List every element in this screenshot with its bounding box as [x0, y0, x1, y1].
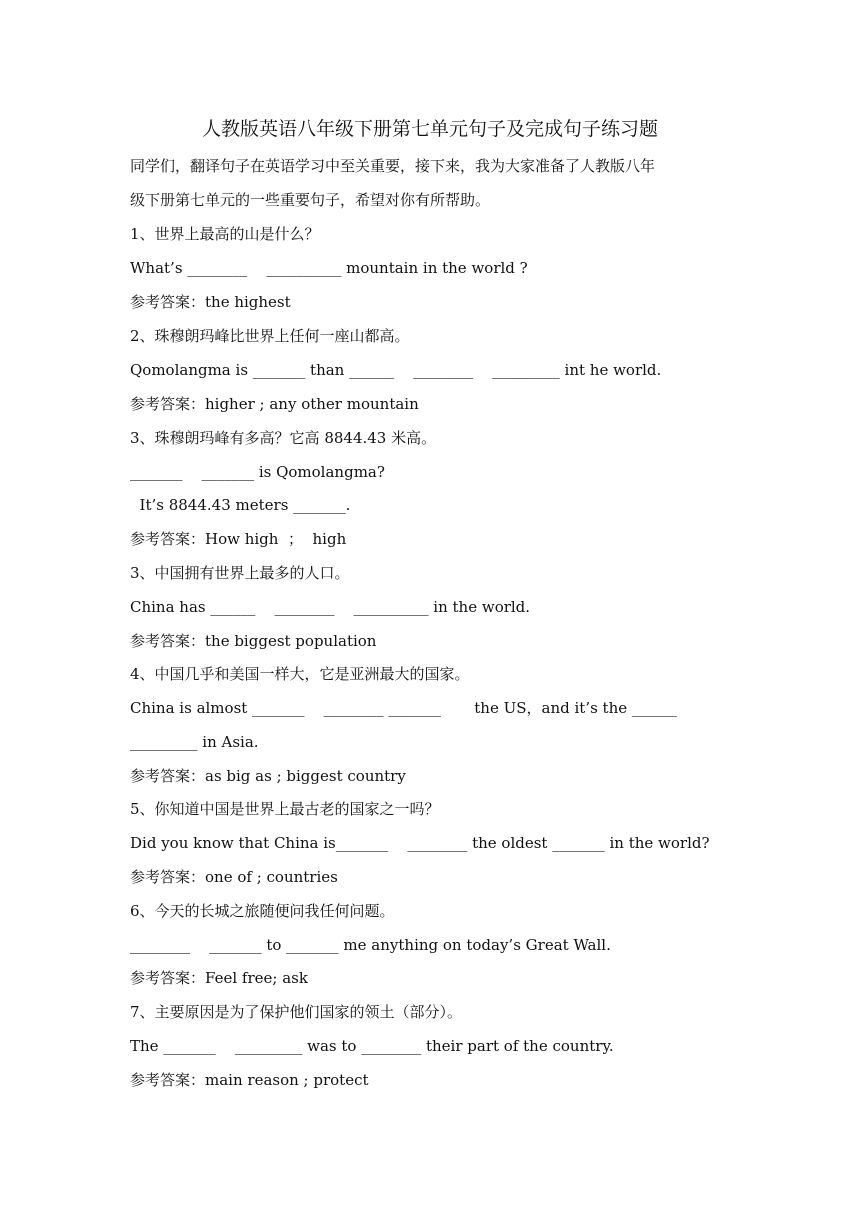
question-6-chinese: 6、今天的长城之旅随便问我任何问题。 — [130, 902, 395, 920]
question-7-chinese: 7、主要原因是为了保护他们国家的领土（部分）。 — [130, 1003, 463, 1021]
question-3b-english: China has ______ ________ __________ in the world. — [130, 598, 531, 616]
question-3a-english-1: _______ _______ is Qomolangma? — [130, 463, 385, 481]
question-2-chinese: 2、珠穆朗玛峰比世界上任何一座山都高。 — [130, 327, 410, 345]
question-6-answer: 参考答案：Feel free; ask — [130, 969, 308, 987]
question-2-answer: 参考答案：higher ; any other mountain — [130, 395, 419, 413]
question-1-answer: 参考答案：the highest — [130, 293, 291, 311]
question-4-english-2: _________ in Asia. — [130, 733, 259, 751]
question-1-english: What’s ________ __________ mountain in the world ? — [130, 259, 528, 277]
question-7-answer: 参考答案：main reason ; protect — [130, 1071, 369, 1089]
document-title: 人教版英语八年级下册第七单元句子及完成句子练习题 — [201, 118, 658, 140]
question-5-chinese: 5、你知道中国是世界上最古老的国家之一吗？ — [130, 800, 440, 818]
question-7-english: The _______ _________ was to ________ their part of the country. — [130, 1037, 614, 1055]
intro-line-2: 级下册第七单元的一些重要句子，希望对你有所帮助。 — [130, 191, 491, 209]
question-3b-answer: 参考答案：the biggest population — [130, 632, 377, 650]
question-4-answer: 参考答案：as big as ; biggest country — [130, 767, 406, 785]
question-3a-answer: 参考答案：How high ； high — [130, 530, 347, 548]
question-4-english-1: China is almost _______ ________ _______ the US，and it’s the ______ — [130, 699, 677, 717]
question-3b-chinese: 3、中国拥有世界上最多的人口。 — [130, 564, 350, 582]
intro-line-1: 同学们，翻译句子在英语学习中至关重要，接下来，我为大家准备了人教版八年 — [130, 157, 656, 175]
question-4-chinese: 4、中国几乎和美国一样大，它是亚洲最大的国家。 — [130, 665, 470, 683]
question-5-english: Did you know that China is_______ ________ the oldest _______ in the world? — [130, 834, 710, 852]
question-3a-chinese: 3、珠穆朗玛峰有多高？它高 8844.43 米高。 — [130, 429, 437, 447]
question-5-answer: 参考答案：one of ; countries — [130, 868, 338, 886]
question-3a-english-2: It’s 8844.43 meters _______. — [130, 496, 351, 514]
question-2-english: Qomolangma is _______ than ______ ________ _________ int he world. — [130, 361, 662, 379]
question-1-chinese: 1、世界上最高的山是什么？ — [130, 225, 320, 243]
question-6-english: ________ _______ to _______ me anything on today’s Great Wall. — [130, 936, 611, 954]
